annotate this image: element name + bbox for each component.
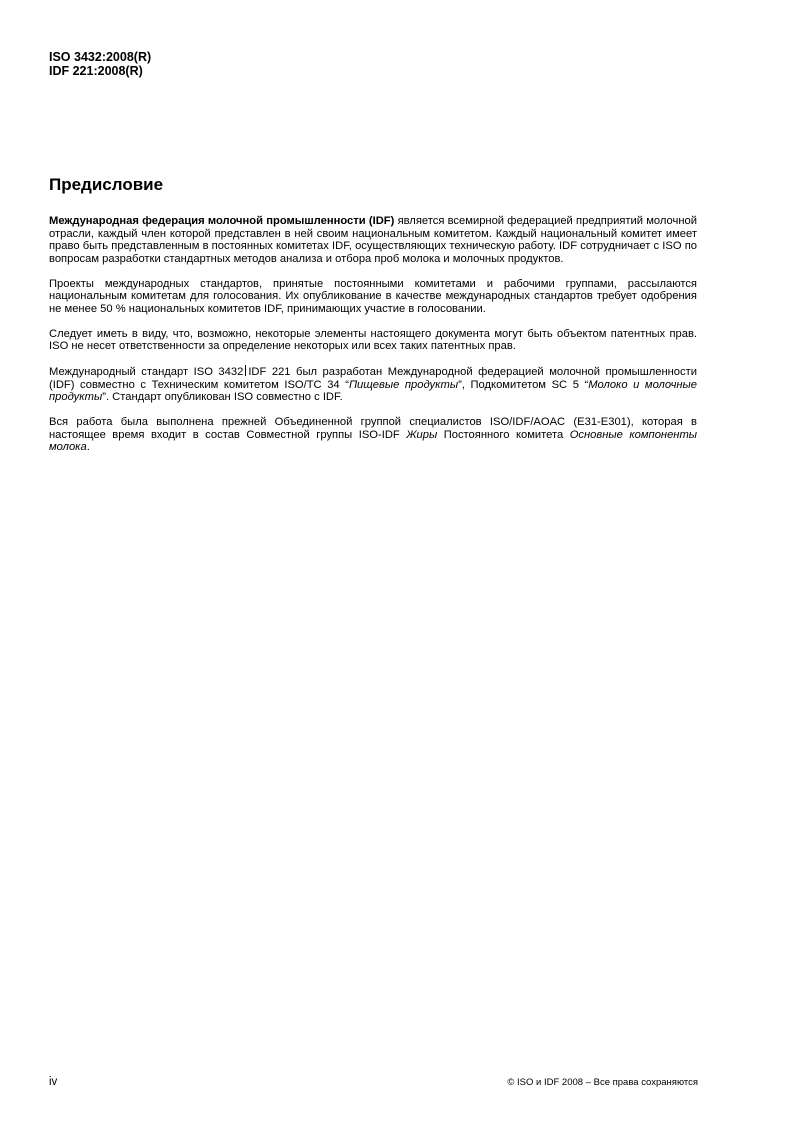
paragraph-4-text-2: IDF 221 был разработан Международной федерацией молочной промышленности (IDF) совместно с Техническим комитетом ISO/TC 34 “ [49, 366, 697, 391]
paragraph-4-text-4: ”. Стандарт опубликован ISO совместно с IDF. [102, 391, 343, 403]
paragraph-5-italic-1: Жиры [406, 428, 438, 441]
paragraph-5-text-1: Вся работа была выполнена прежней Объединенной группой специалистов ISO/IDF/AOAC (E31-E301), которая в настоящее время входит в состав Совместной группы ISO-IDF [49, 416, 697, 441]
paragraph-4-text-3: ”, Подкомитетом SC 5 “ [458, 378, 589, 391]
paragraph-4-italic-1: Пищевые продукты [348, 378, 459, 391]
foreword-body [49, 215, 697, 466]
standard-number-iso: ISO 3432:2008(R) [49, 50, 152, 64]
separator-bar [245, 365, 246, 376]
paragraph-5-text-3: . [86, 441, 90, 453]
paragraph-5 [49, 416, 697, 454]
paragraph-1-text: является всемирной федерацией предприятий молочной отрасли, каждый член которой представлен в ней своим национальным комитетом. Каждый национальный комитет имеет право быть представленным в постоянных комитетах IDF, осуществляющих техническую работу. IDF сотрудничает с ISO по вопросам разработки стандартных методов анализа и отбора проб молока и молочных продуктов. [49, 215, 697, 265]
page-number: iv [49, 1076, 58, 1088]
paragraph-1 [49, 215, 697, 265]
standard-number-idf: IDF 221:2008(R) [49, 64, 143, 78]
paragraph-4-italic-2: Молоко и молочные продукты [49, 378, 697, 403]
paragraph-3: Следует иметь в виду, что, возможно, некоторые элементы настоящего документа могут быть объектом патентных прав. ISO не несет ответственности за определение некоторых или всех таких патентных прав. [49, 327, 697, 352]
paragraph-5-text-2: Постоянного комитета [437, 428, 570, 441]
page-title: Предисловие [49, 175, 164, 194]
paragraph-2: Проекты международных стандартов, принятые постоянными комитетами и рабочими группами, рассылаются национальным комитетам для голосования. Их опубликование в качестве международных стандартов требует одобрения не менее 50 % национальных комитетов IDF, принимающих участие в голосовании. [49, 277, 697, 315]
paragraph-4-text-1: Международный стандарт ISO 3432 [49, 366, 244, 378]
copyright-notice: © ISO и IDF 2008 – Все права сохраняются [507, 1077, 698, 1088]
paragraph-1-bold-lead: Международная федерация молочной промышленности (IDF) [49, 215, 395, 227]
paragraph-4 [49, 365, 697, 404]
paragraph-5-italic-2: Основные компоненты молока [49, 428, 698, 453]
document-header [49, 50, 151, 78]
